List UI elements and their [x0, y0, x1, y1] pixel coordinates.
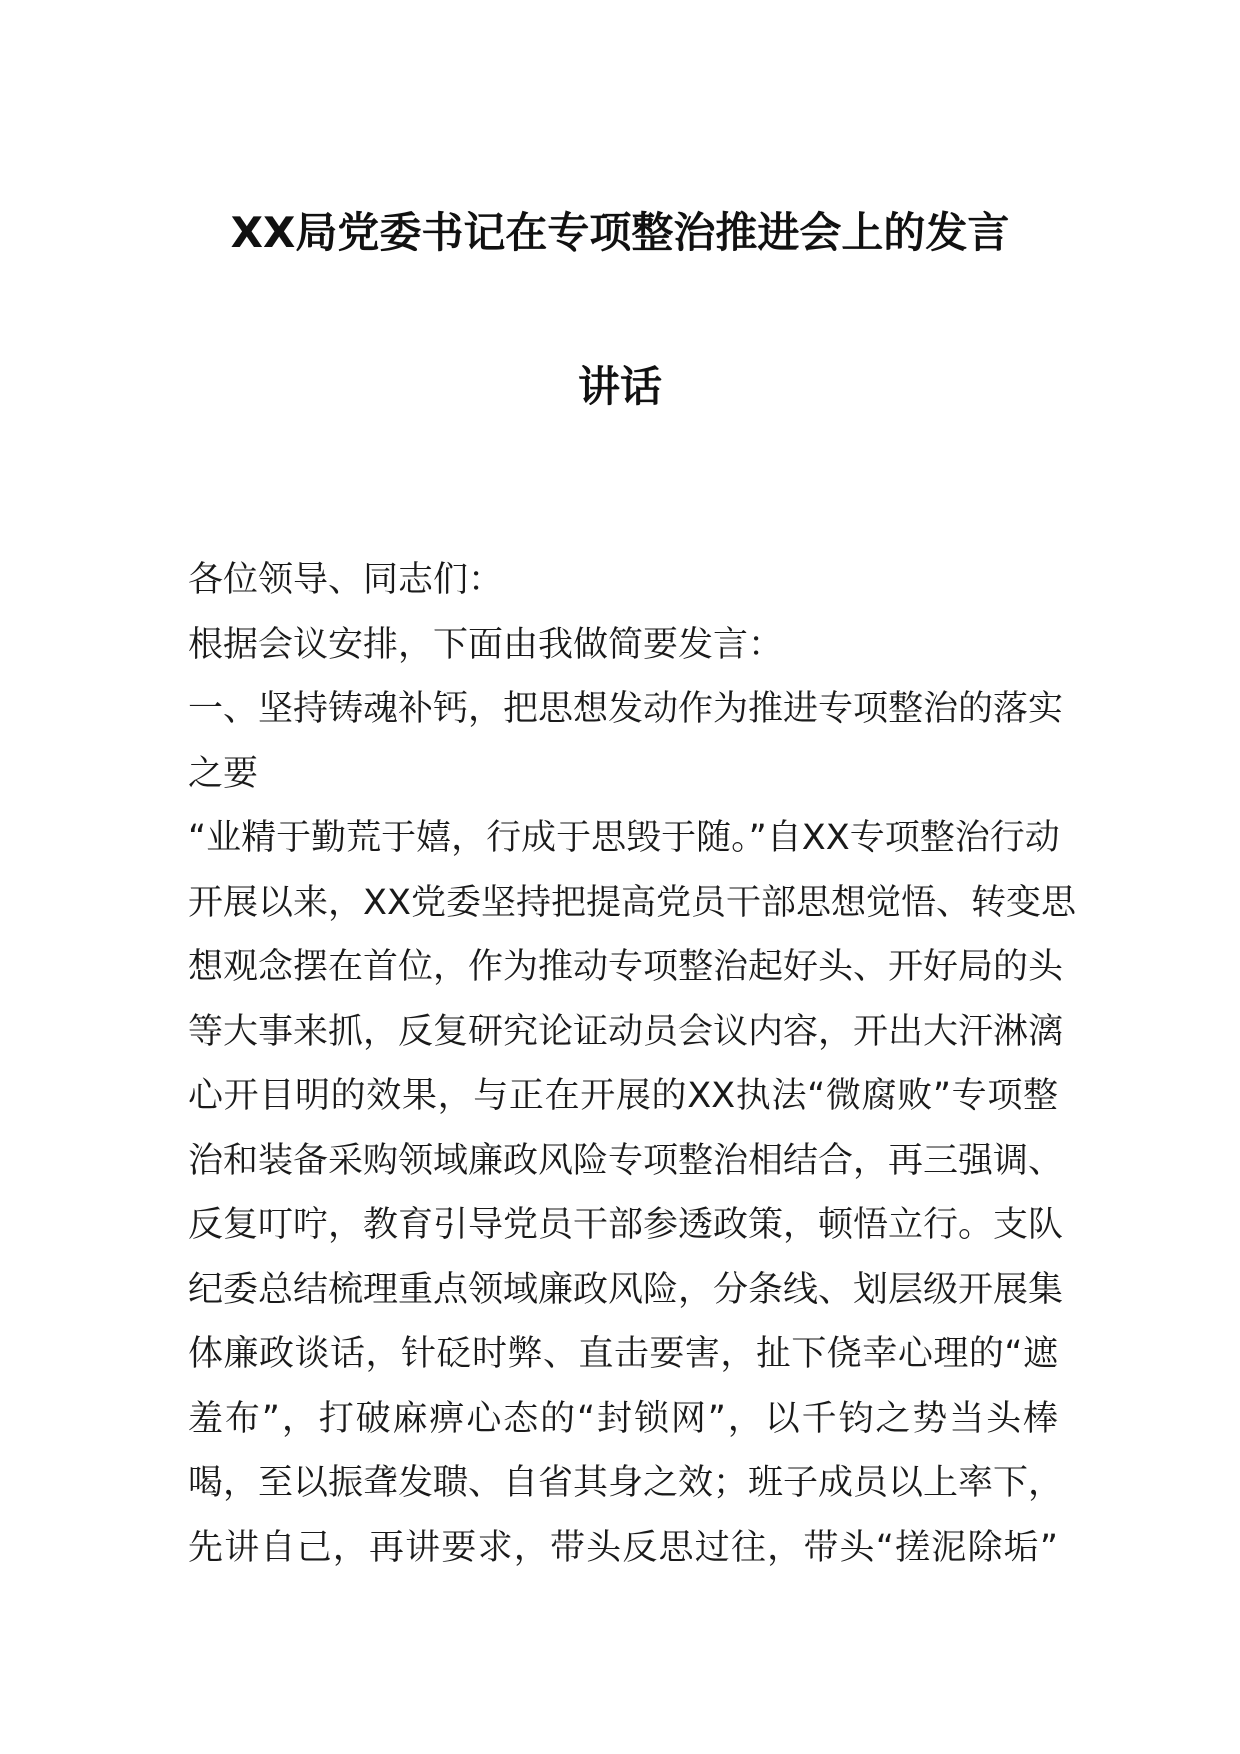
- document-title: XX局党委书记在专项整治推进会上的发言: [230, 208, 1010, 257]
- paragraph-line: 等大事来抓，反复研究论证动员会议内容，开出大汗淋漓: [188, 1011, 1064, 1052]
- paragraph-line: 喝，至以振聋发聩、自省其身之效；班子成员以上率下，: [188, 1463, 1064, 1503]
- document-title-continued: 讲话: [577, 362, 662, 411]
- paragraph-line: “业精于勤荒于嬉，行成于思毁于随。”自XX专项整治行动: [188, 818, 1060, 858]
- paragraph-line: 体廉政谈话，针砭时弊、直击要害，扯下侥幸心理的“遮: [188, 1334, 1058, 1374]
- section-heading: 一、坚持铸魂补钙，把思想发动作为推进专项整治的落实: [188, 689, 1064, 729]
- document-body: [188, 548, 1076, 1580]
- paragraph-line: 羞布”，打破麻痹心态的“封锁网”，以千钧之势当头棒: [188, 1398, 1058, 1439]
- section-heading-continued: 之要: [188, 753, 259, 794]
- paragraph-line: 心开目明的效果，与正在开展的XX执法“微腐败”专项整: [188, 1076, 1058, 1116]
- paragraph-line: 纪委总结梳理重点领域廉政风险，分条线、划层级开展集: [188, 1269, 1064, 1310]
- paragraph-line: 先讲自己，再讲要求，带头反思过往，带头“搓泥除垢”: [188, 1527, 1058, 1568]
- greeting-line: 各位领导、同志们：: [188, 560, 504, 600]
- paragraph-line: 想观念摆在首位，作为推动专项整治起好头、开好局的头: [188, 947, 1064, 987]
- paragraph-line: 反复叮咛，教育引导党员干部参透政策，顿悟立行。支队: [188, 1205, 1064, 1245]
- intro-line: 根据会议安排，下面由我做简要发言：: [188, 624, 784, 665]
- paragraph-line: 治和装备采购领域廉政风险专项整治相结合，再三强调、: [188, 1140, 1064, 1181]
- paragraph-line: 开展以来，XX党委坚持把提高党员干部思想觉悟、转变思: [188, 882, 1076, 923]
